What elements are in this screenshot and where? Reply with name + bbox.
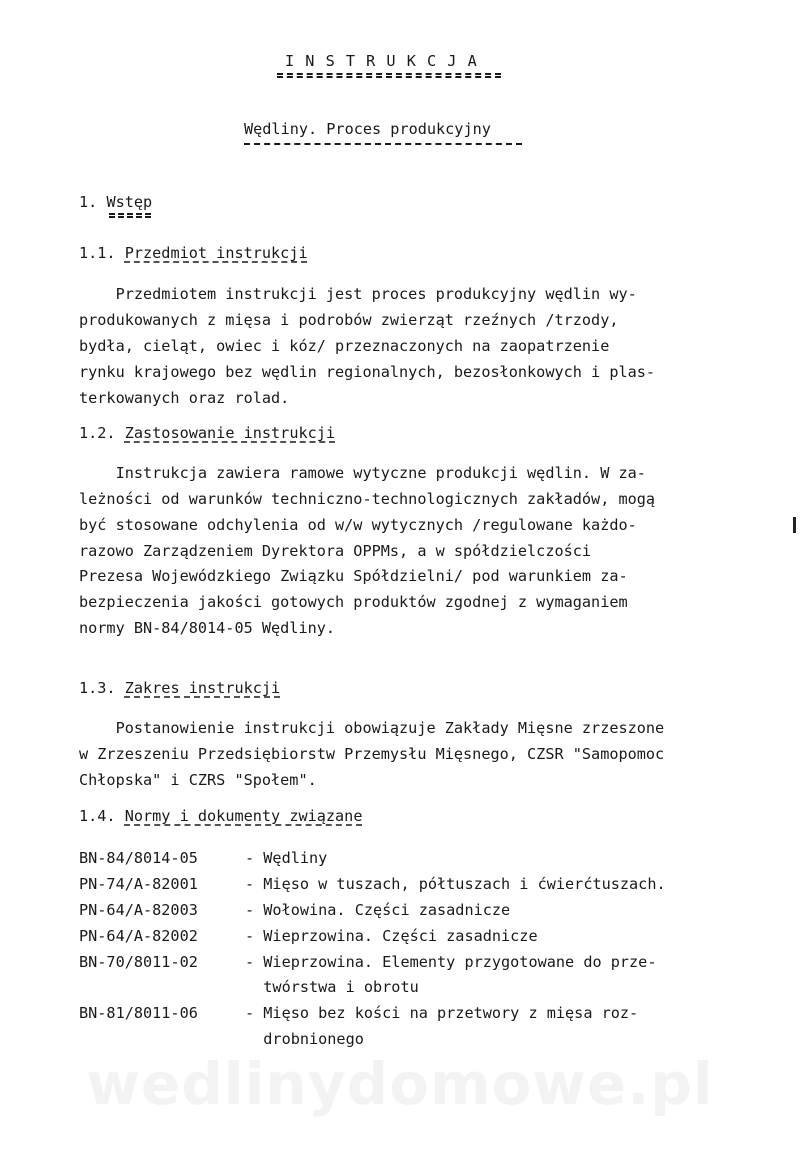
section-1-number: 1.	[79, 193, 98, 211]
section-1-4-number: 1.4.	[79, 807, 116, 825]
document-title: I N S T R U K C J A	[285, 52, 478, 70]
norm-description: - Mięso bez kości na przetwory z mięsa roz-	[245, 1004, 639, 1022]
norm-code: PN-64/A-82003	[79, 901, 198, 919]
norm-description-continuation: drobnionego	[245, 1030, 364, 1048]
title-double-underline	[277, 73, 501, 78]
section-1-2-number: 1.2.	[79, 424, 116, 442]
paragraph-line: Przedmiotem instrukcji jest proces produkcyjny wędlin wy-	[79, 285, 637, 303]
norm-code: PN-74/A-82001	[79, 875, 198, 893]
paragraph-line: bezpieczenia jakości gotowych produktów zgodnej z wymaganiem	[79, 593, 628, 611]
section-1-double-underline	[109, 213, 151, 218]
norm-code: BN-70/8011-02	[79, 953, 198, 971]
section-1-3-heading	[79, 679, 280, 697]
section-1-2-title: Zastosowanie instrukcji	[124, 424, 336, 442]
section-1-1-heading	[79, 244, 308, 262]
scan-edge-mark	[793, 517, 796, 533]
section-1-4-title: Normy i dokumenty związane	[124, 807, 363, 825]
subtitle-underline	[244, 143, 522, 145]
norm-code: BN-84/8014-05	[79, 849, 198, 867]
paragraph-line: razowo Zarządzeniem Dyrektora OPPMs, a w spółdzielczości	[79, 542, 592, 560]
norm-description: - Mięso w tuszach, półtuszach i ćwierćtuszach.	[245, 875, 666, 893]
section-1-1-number: 1.1.	[79, 244, 116, 262]
paragraph-line: bydła, cieląt, owiec i kóz/ przeznaczonych na zaopatrzenie	[79, 337, 610, 355]
norm-code: BN-81/8011-06	[79, 1004, 198, 1022]
paragraph-line: terkowanych oraz rolad.	[79, 389, 290, 407]
section-1-title: Wstęp	[106, 193, 153, 211]
section-1-4-heading	[79, 807, 362, 825]
section-1-heading	[79, 193, 152, 211]
norm-description: - Wędliny	[245, 849, 328, 867]
paragraph-line: w Zrzeszeniu Przedsiębiorstw Przemysłu Mięsnego, CZSR "Samopomoc	[79, 745, 665, 763]
norm-code: PN-64/A-82002	[79, 927, 198, 945]
section-1-3-title: Zakres instrukcji	[124, 679, 281, 697]
paragraph-line: być stosowane odchylenia od w/w wytycznych /regulowane każdo-	[79, 516, 637, 534]
watermark: wedlinydomowe.pl	[86, 1050, 714, 1118]
norm-description: - Wieprzowina. Części zasadnicze	[245, 927, 538, 945]
paragraph-line: Postanowienie instrukcji obowiązuje Zakłady Mięsne zrzeszone	[79, 719, 665, 737]
document-subtitle: Wędliny. Proces produkcyjny	[244, 120, 491, 138]
paragraph-line: leżności od warunków techniczno-technologicznych zakładów, mogą	[79, 490, 656, 508]
section-1-2-heading	[79, 424, 335, 442]
paragraph-line: Chłopska" i CZRS "Społem".	[79, 771, 317, 789]
paragraph-line: rynku krajowego bez wędlin regionalnych, bezosłonkowych i plas-	[79, 363, 656, 381]
section-1-3-number: 1.3.	[79, 679, 116, 697]
norm-description: - Wieprzowina. Elementy przygotowane do prze-	[245, 953, 657, 971]
norm-description: - Wołowina. Części zasadnicze	[245, 901, 511, 919]
paragraph-line: Instrukcja zawiera ramowe wytyczne produkcji wędlin. W za-	[79, 464, 646, 482]
section-1-1-title: Przedmiot instrukcji	[124, 244, 308, 262]
paragraph-line: Prezesa Wojewódzkiego Związku Spółdzielni/ pod warunkiem za-	[79, 567, 628, 585]
paragraph-line: produkowanych z mięsa i podrobów zwierząt rzeźnych /trzody,	[79, 311, 619, 329]
paragraph-line: normy BN-84/8014-05 Wędliny.	[79, 619, 336, 637]
norm-description-continuation: twórstwa i obrotu	[245, 978, 419, 996]
